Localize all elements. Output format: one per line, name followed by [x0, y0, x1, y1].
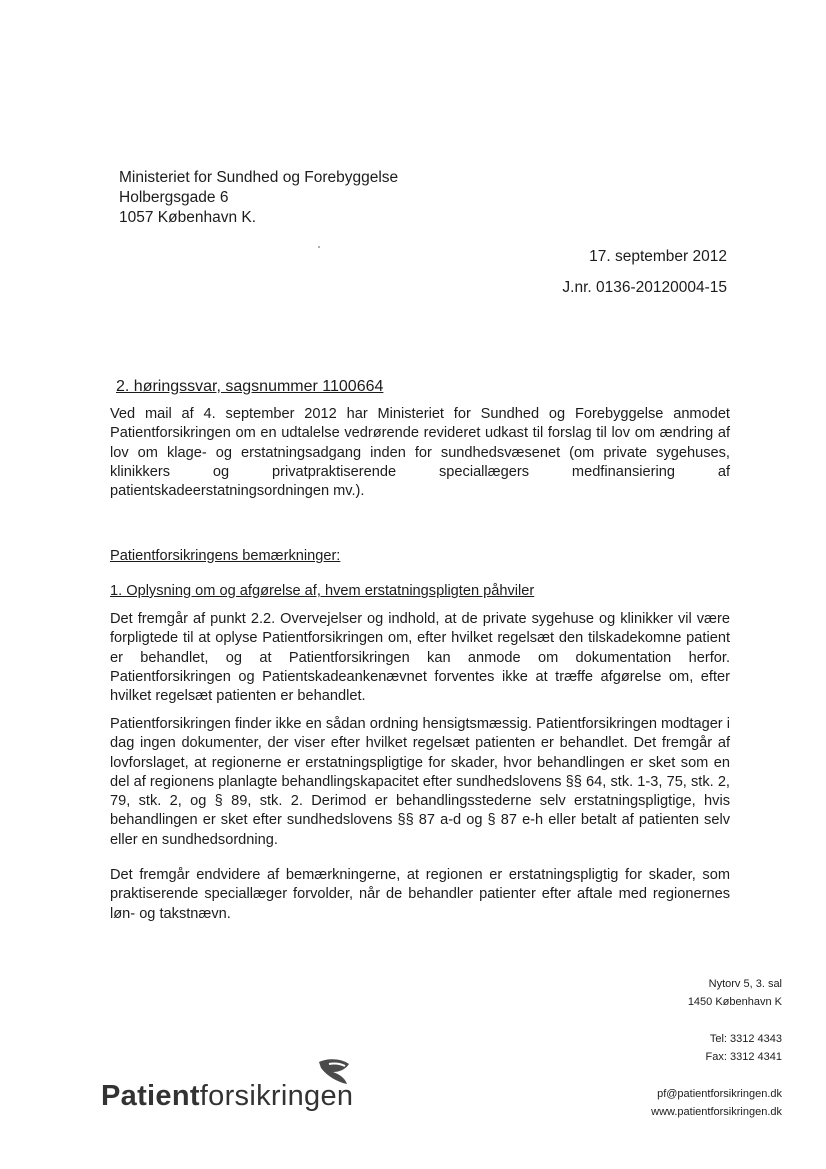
patientforsikringen-logo: [101, 1058, 391, 1118]
remarks-heading: Patientforsikringens bemærkninger:: [110, 548, 341, 564]
footer-contact: [651, 1085, 782, 1121]
recipient-street: Holbergsgade 6: [119, 189, 229, 206]
intro-paragraph: Ved mail af 4. september 2012 har Ministeriet for Sundhed og Forebyggelse anmodet Patientforsikringen om en udtalelse vedrørende revideret udkast til forslag til lov om ændring af lov om klage- og erstatningsadgang inden for sundhedsvæsenet (om private sygehuses, klinikkers og privatpraktiserende speciallægers medfinansiering af patientskadeerstatningsordningen mv.).: [110, 406, 730, 500]
journal-number: J.nr. 0136-20120004-15: [562, 279, 727, 296]
logo-part1: Patient: [101, 1080, 200, 1112]
footer-fax: Fax: 3312 4341: [705, 1051, 782, 1063]
footer-address-line1: Nytorv 5, 3. sal: [708, 978, 782, 990]
footer-email: pf@patientforsikringen.dk: [657, 1088, 782, 1100]
body-paragraph: Det fremgår endvidere af bemærkningerne, at regionen er erstatningspligtig for skader, som praktiserende speciallæger forvolder, når de behandler patienter efter aftale med regionernes løn- og takstnævn.: [110, 867, 730, 922]
scan-speck: [318, 246, 320, 248]
footer-web: www.patientforsikringen.dk: [651, 1106, 782, 1118]
letter-date: 17. september 2012: [589, 248, 727, 265]
section1-heading: 1. Oplysning om og afgørelse af, hvem erstatningspligten påhviler: [110, 583, 535, 599]
footer-phone: [706, 1030, 782, 1066]
footer-address-line2: 1450 København K: [687, 996, 782, 1008]
recipient-name: Ministeriet for Sundhed og Forebyggelse: [119, 169, 399, 186]
logo-wordmark: [101, 1080, 353, 1113]
recipient-address: [119, 168, 398, 228]
body-paragraph: Patientforsikringen finder ikke en sådan ordning hensigtsmæssig. Patientforsikringen modtager i dag ingen dokumenter, der viser efter hvilket regelsæt patienten er behandlet. Det fremgår af lovforslaget, at regionerne er erstatningspligtige for skader, hvor behandlingen er sket som en del af regionens planlagte behandlingskapacitet efter sundhedslovens §§ 64, stk. 1-3, 75, stk. 2, 79, stk. 2, og § 89, stk. 2. Derimod er behandlingsstederne selv erstatningspligtige, hvis behandlingen er sket efter sundhedslovens §§ 87 a-d og § 87 e-h eller betalt af patienten selv eller en sundhedsordning.: [110, 716, 730, 848]
subject-heading: 2. høringssvar, sagsnummer 1100664: [116, 378, 384, 395]
logo-part2: forsikringen: [199, 1080, 354, 1112]
footer-address: [688, 975, 782, 1011]
footer-tel: Tel: 3312 4343: [709, 1033, 782, 1045]
recipient-city: 1057 København K.: [119, 209, 257, 226]
body-paragraph: Det fremgår af punkt 2.2. Overvejelser og indhold, at de private sygehuse og klinikker vil være forpligtede til at oplyse Patientforsikringen om, efter hvilket regelsæt den tilskadekomne patient er behandlet, og at Patientforsikringen kan anmode om dokumentation herfor. Patientforsikringen og Patientskadeankenævnet forventes ikke at træffe afgørelse om, efter hvilket regelsæt patienten er behandlet.: [110, 611, 730, 705]
